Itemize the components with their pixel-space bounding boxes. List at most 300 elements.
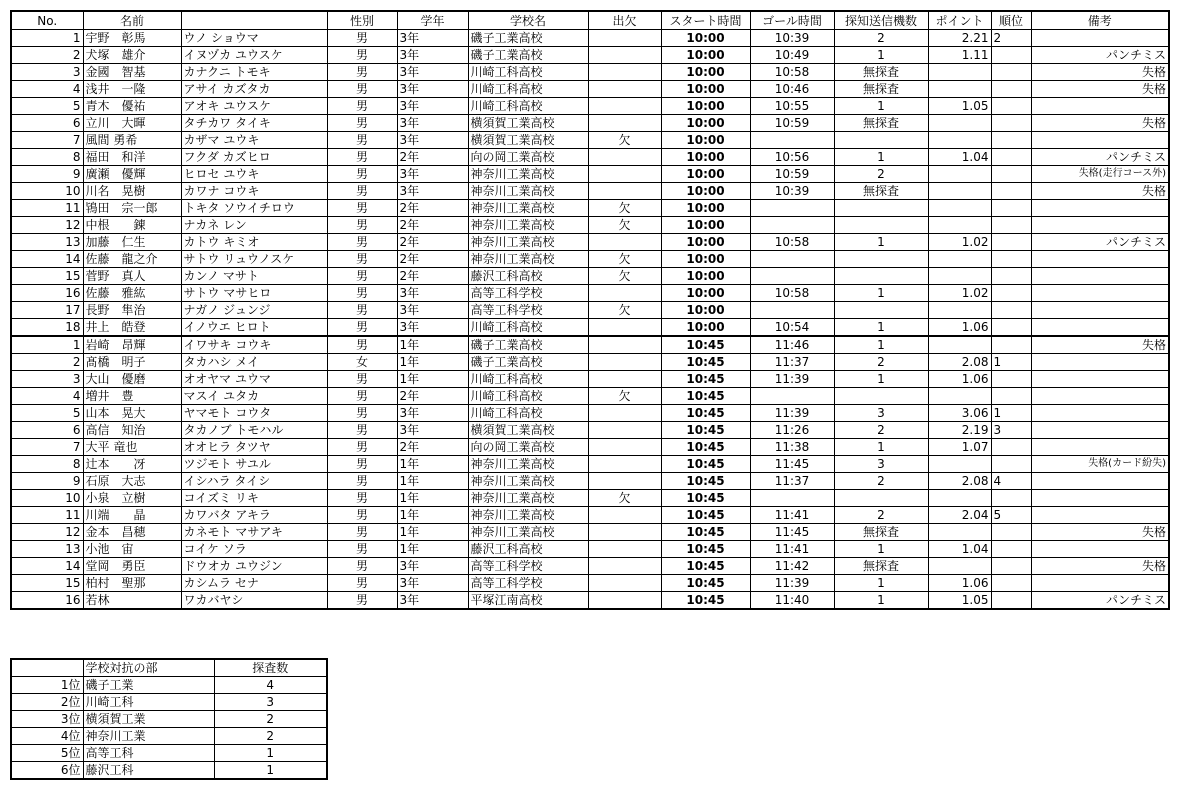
cell-start-time: 10:00 [661, 200, 750, 217]
cell-school: 高等工科学校 [468, 302, 588, 319]
cell-attendance [588, 183, 661, 200]
cell-school: 高等工科学校 [468, 285, 588, 302]
cell-attendance: 欠 [588, 132, 661, 149]
cell-name: 宇野 彰馬 [83, 30, 181, 47]
cell-points [928, 268, 991, 285]
cell-sex: 男 [327, 439, 397, 456]
cell-name: 佐藤 雅紘 [83, 285, 181, 302]
cell-points [928, 200, 991, 217]
cell-no: 11 [11, 200, 83, 217]
cell-start-time: 10:00 [661, 183, 750, 200]
cell-school: 高等工科学校 [468, 558, 588, 575]
cell-kana: カナクニ トモキ [181, 64, 327, 81]
cell-no: 15 [11, 268, 83, 285]
cell-goal-time: 11:26 [750, 422, 834, 439]
summary-count: 4 [214, 677, 327, 694]
cell-points: 1.02 [928, 234, 991, 251]
cell-school: 磯子工業高校 [468, 354, 588, 371]
cell-transmitters: 無探査 [834, 64, 928, 81]
cell-points [928, 217, 991, 234]
cell-kana: カワバタ アキラ [181, 507, 327, 524]
cell-kana: ツジモト サユル [181, 456, 327, 473]
cell-grade: 1年 [397, 371, 468, 388]
cell-grade: 3年 [397, 422, 468, 439]
cell-remarks: パンチミス [1031, 149, 1169, 166]
cell-rank [991, 490, 1031, 507]
table-row [11, 354, 1169, 371]
cell-goal-time: 10:55 [750, 98, 834, 115]
cell-start-time: 10:45 [661, 490, 750, 507]
cell-grade: 1年 [397, 473, 468, 490]
cell-sex: 男 [327, 200, 397, 217]
cell-name: 中根 錬 [83, 217, 181, 234]
cell-start-time: 10:00 [661, 149, 750, 166]
cell-transmitters: 1 [834, 149, 928, 166]
cell-remarks: パンチミス [1031, 234, 1169, 251]
cell-rank [991, 319, 1031, 337]
cell-rank: 2 [991, 30, 1031, 47]
table-row [11, 81, 1169, 98]
cell-transmitters [834, 200, 928, 217]
cell-sex: 男 [327, 319, 397, 337]
cell-attendance [588, 64, 661, 81]
cell-points [928, 558, 991, 575]
cell-attendance [588, 166, 661, 183]
cell-rank [991, 439, 1031, 456]
cell-goal-time: 10:59 [750, 166, 834, 183]
cell-start-time: 10:45 [661, 422, 750, 439]
cell-school: 神奈川工業高校 [468, 473, 588, 490]
cell-goal-time: 10:39 [750, 183, 834, 200]
cell-goal-time: 10:58 [750, 234, 834, 251]
cell-goal-time: 11:37 [750, 473, 834, 490]
cell-name: 大山 優磨 [83, 371, 181, 388]
cell-attendance: 欠 [588, 302, 661, 319]
cell-remarks [1031, 439, 1169, 456]
cell-sex: 男 [327, 456, 397, 473]
cell-name: 菅野 真人 [83, 268, 181, 285]
summary-rank: 1位 [11, 677, 83, 694]
cell-start-time: 10:00 [661, 47, 750, 64]
cell-name: 井上 皓登 [83, 319, 181, 337]
cell-no: 17 [11, 302, 83, 319]
cell-start-time: 10:45 [661, 473, 750, 490]
cell-points: 1.04 [928, 149, 991, 166]
cell-school: 神奈川工業高校 [468, 251, 588, 268]
summary-row [11, 745, 327, 762]
cell-transmitters: 1 [834, 592, 928, 610]
summary-school: 磯子工業 [83, 677, 214, 694]
cell-attendance [588, 336, 661, 354]
cell-goal-time: 11:46 [750, 336, 834, 354]
cell-start-time: 10:45 [661, 592, 750, 610]
cell-no: 8 [11, 456, 83, 473]
cell-school: 川崎工科高校 [468, 319, 588, 337]
cell-no: 16 [11, 285, 83, 302]
cell-attendance: 欠 [588, 388, 661, 405]
cell-transmitters: 2 [834, 30, 928, 47]
cell-points: 1.05 [928, 98, 991, 115]
table-row [11, 98, 1169, 115]
table-row [11, 47, 1169, 64]
cell-remarks: 失格 [1031, 558, 1169, 575]
cell-remarks [1031, 200, 1169, 217]
cell-points: 3.06 [928, 405, 991, 422]
cell-goal-time: 10:46 [750, 81, 834, 98]
cell-points [928, 166, 991, 183]
cell-sex: 男 [327, 558, 397, 575]
cell-attendance [588, 575, 661, 592]
cell-points: 1.06 [928, 371, 991, 388]
cell-rank [991, 371, 1031, 388]
cell-school: 磯子工業高校 [468, 47, 588, 64]
summary-header-row [11, 659, 327, 677]
summary-count: 2 [214, 728, 327, 745]
cell-kana: タチカワ タイキ [181, 115, 327, 132]
table-row [11, 439, 1169, 456]
cell-kana: ウノ ショウマ [181, 30, 327, 47]
header-rank: 順位 [991, 11, 1031, 30]
summary-school: 横須賀工業 [83, 711, 214, 728]
cell-start-time: 10:00 [661, 234, 750, 251]
cell-remarks [1031, 575, 1169, 592]
cell-sex: 男 [327, 490, 397, 507]
cell-attendance: 欠 [588, 251, 661, 268]
cell-rank [991, 302, 1031, 319]
cell-kana: オオヒラ タツヤ [181, 439, 327, 456]
cell-rank [991, 81, 1031, 98]
table-row [11, 422, 1169, 439]
cell-name: 立川 大暉 [83, 115, 181, 132]
cell-grade: 3年 [397, 319, 468, 337]
table-row [11, 302, 1169, 319]
cell-sex: 男 [327, 268, 397, 285]
cell-sex: 男 [327, 285, 397, 302]
cell-remarks: パンチミス [1031, 592, 1169, 610]
summary-count: 1 [214, 745, 327, 762]
cell-rank [991, 336, 1031, 354]
table-row [11, 371, 1169, 388]
table-row [11, 217, 1169, 234]
cell-goal-time: 11:41 [750, 541, 834, 558]
cell-sex: 男 [327, 183, 397, 200]
cell-sex: 男 [327, 115, 397, 132]
cell-goal-time [750, 217, 834, 234]
cell-transmitters: 2 [834, 473, 928, 490]
cell-name: 青木 優祐 [83, 98, 181, 115]
cell-no: 18 [11, 319, 83, 337]
cell-sex: 男 [327, 234, 397, 251]
cell-sex: 男 [327, 336, 397, 354]
table-row [11, 319, 1169, 337]
cell-transmitters: 2 [834, 354, 928, 371]
cell-rank [991, 592, 1031, 610]
cell-points: 1.06 [928, 319, 991, 337]
cell-points [928, 302, 991, 319]
cell-name: 岩崎 昂輝 [83, 336, 181, 354]
cell-transmitters [834, 490, 928, 507]
cell-no: 11 [11, 507, 83, 524]
cell-points [928, 388, 991, 405]
cell-grade: 3年 [397, 132, 468, 149]
cell-goal-time: 11:42 [750, 558, 834, 575]
cell-start-time: 10:45 [661, 456, 750, 473]
summary-row [11, 762, 327, 780]
cell-remarks: パンチミス [1031, 47, 1169, 64]
results-table [10, 10, 1170, 610]
cell-sex: 男 [327, 98, 397, 115]
cell-remarks: 失格 [1031, 336, 1169, 354]
summary-rank: 5位 [11, 745, 83, 762]
cell-rank: 4 [991, 473, 1031, 490]
cell-transmitters: 無探査 [834, 81, 928, 98]
cell-grade: 2年 [397, 439, 468, 456]
table-row [11, 490, 1169, 507]
cell-grade: 1年 [397, 354, 468, 371]
cell-rank [991, 541, 1031, 558]
cell-transmitters: 1 [834, 575, 928, 592]
table-row [11, 456, 1169, 473]
cell-no: 6 [11, 115, 83, 132]
cell-goal-time: 11:39 [750, 575, 834, 592]
cell-kana: ワカバヤシ [181, 592, 327, 610]
cell-sex: 男 [327, 422, 397, 439]
cell-remarks [1031, 98, 1169, 115]
cell-kana: トキタ ソウイチロウ [181, 200, 327, 217]
cell-transmitters: 1 [834, 234, 928, 251]
cell-start-time: 10:45 [661, 507, 750, 524]
cell-transmitters: 2 [834, 507, 928, 524]
cell-points [928, 336, 991, 354]
cell-attendance [588, 47, 661, 64]
cell-no: 5 [11, 98, 83, 115]
cell-transmitters [834, 268, 928, 285]
summary-rank: 2位 [11, 694, 83, 711]
cell-name: 川名 晃樹 [83, 183, 181, 200]
cell-remarks: 失格 [1031, 64, 1169, 81]
cell-start-time: 10:45 [661, 541, 750, 558]
cell-transmitters: 3 [834, 456, 928, 473]
cell-sex: 男 [327, 166, 397, 183]
school-ranking-table [10, 658, 328, 780]
cell-goal-time [750, 251, 834, 268]
cell-no: 4 [11, 81, 83, 98]
cell-grade: 3年 [397, 405, 468, 422]
cell-school: 神奈川工業高校 [468, 524, 588, 541]
cell-remarks [1031, 285, 1169, 302]
cell-attendance [588, 473, 661, 490]
table-row [11, 132, 1169, 149]
cell-no: 7 [11, 132, 83, 149]
cell-points [928, 490, 991, 507]
cell-attendance: 欠 [588, 268, 661, 285]
cell-rank [991, 98, 1031, 115]
cell-no: 13 [11, 234, 83, 251]
table-row [11, 30, 1169, 47]
cell-name: 佐藤 龍之介 [83, 251, 181, 268]
cell-rank [991, 183, 1031, 200]
cell-no: 3 [11, 64, 83, 81]
cell-grade: 3年 [397, 166, 468, 183]
cell-sex: 男 [327, 592, 397, 610]
table-row [11, 541, 1169, 558]
cell-name: 福田 和洋 [83, 149, 181, 166]
cell-start-time: 10:00 [661, 319, 750, 337]
cell-start-time: 10:00 [661, 81, 750, 98]
cell-remarks [1031, 422, 1169, 439]
cell-points [928, 64, 991, 81]
cell-transmitters: 1 [834, 336, 928, 354]
cell-school: 川崎工科高校 [468, 388, 588, 405]
cell-school: 神奈川工業高校 [468, 166, 588, 183]
cell-goal-time: 10:58 [750, 64, 834, 81]
cell-attendance [588, 524, 661, 541]
cell-transmitters: 1 [834, 285, 928, 302]
cell-kana: サトウ リュウノスケ [181, 251, 327, 268]
cell-no: 12 [11, 524, 83, 541]
header-row [11, 11, 1169, 30]
cell-no: 2 [11, 354, 83, 371]
cell-grade: 3年 [397, 30, 468, 47]
cell-attendance: 欠 [588, 200, 661, 217]
cell-points [928, 132, 991, 149]
cell-rank [991, 575, 1031, 592]
cell-points [928, 251, 991, 268]
cell-transmitters: 無探査 [834, 558, 928, 575]
cell-grade: 3年 [397, 115, 468, 132]
cell-goal-time: 10:58 [750, 285, 834, 302]
cell-kana: カトウ キミオ [181, 234, 327, 251]
cell-no: 15 [11, 575, 83, 592]
table-row [11, 285, 1169, 302]
cell-rank: 1 [991, 405, 1031, 422]
cell-kana: コイケ ソラ [181, 541, 327, 558]
cell-remarks [1031, 354, 1169, 371]
cell-transmitters [834, 132, 928, 149]
cell-attendance [588, 439, 661, 456]
table-row [11, 388, 1169, 405]
summary-row [11, 711, 327, 728]
cell-attendance [588, 405, 661, 422]
cell-attendance [588, 115, 661, 132]
cell-rank [991, 115, 1031, 132]
table-row [11, 64, 1169, 81]
cell-remarks: 失格 [1031, 115, 1169, 132]
cell-school: 神奈川工業高校 [468, 490, 588, 507]
header-grade: 学年 [397, 11, 468, 30]
cell-kana: ドウオカ ユウジン [181, 558, 327, 575]
header-goal-time: ゴール時間 [750, 11, 834, 30]
cell-kana: タカハシ メイ [181, 354, 327, 371]
cell-rank [991, 234, 1031, 251]
cell-attendance: 欠 [588, 217, 661, 234]
cell-remarks [1031, 490, 1169, 507]
table-row [11, 558, 1169, 575]
cell-remarks: 失格(走行コース外) [1031, 166, 1169, 183]
cell-rank [991, 64, 1031, 81]
cell-remarks: 失格 [1031, 524, 1169, 541]
cell-start-time: 10:00 [661, 285, 750, 302]
cell-goal-time: 11:37 [750, 354, 834, 371]
cell-sex: 男 [327, 302, 397, 319]
cell-school: 横須賀工業高校 [468, 115, 588, 132]
summary-row [11, 728, 327, 745]
cell-start-time: 10:00 [661, 302, 750, 319]
cell-transmitters: 1 [834, 319, 928, 337]
header-no: No. [11, 11, 83, 30]
cell-sex: 男 [327, 575, 397, 592]
cell-goal-time: 10:39 [750, 30, 834, 47]
cell-grade: 3年 [397, 98, 468, 115]
table-row [11, 251, 1169, 268]
cell-name: 山本 晃大 [83, 405, 181, 422]
cell-attendance [588, 285, 661, 302]
cell-transmitters: 1 [834, 439, 928, 456]
cell-start-time: 10:45 [661, 558, 750, 575]
cell-kana: カザマ ユウキ [181, 132, 327, 149]
cell-grade: 2年 [397, 268, 468, 285]
cell-rank [991, 251, 1031, 268]
cell-grade: 3年 [397, 81, 468, 98]
cell-rank [991, 524, 1031, 541]
cell-attendance [588, 507, 661, 524]
cell-start-time: 10:00 [661, 132, 750, 149]
summary-rank: 4位 [11, 728, 83, 745]
cell-start-time: 10:00 [661, 30, 750, 47]
cell-kana: イシハラ タイシ [181, 473, 327, 490]
cell-sex: 男 [327, 541, 397, 558]
summary-header-count: 探査数 [214, 659, 327, 677]
cell-remarks [1031, 388, 1169, 405]
cell-goal-time [750, 388, 834, 405]
cell-school: 磯子工業高校 [468, 336, 588, 354]
cell-grade: 3年 [397, 64, 468, 81]
cell-name: 廣瀬 優輝 [83, 166, 181, 183]
cell-goal-time: 10:56 [750, 149, 834, 166]
table-row [11, 524, 1169, 541]
summary-header-school: 学校対抗の部 [83, 659, 214, 677]
cell-remarks [1031, 405, 1169, 422]
cell-transmitters: 無探査 [834, 524, 928, 541]
table-row [11, 575, 1169, 592]
cell-school: 藤沢工科高校 [468, 541, 588, 558]
cell-name: 石原 大志 [83, 473, 181, 490]
cell-no: 9 [11, 166, 83, 183]
cell-school: 神奈川工業高校 [468, 234, 588, 251]
cell-attendance [588, 592, 661, 610]
cell-name: 金本 昌穂 [83, 524, 181, 541]
cell-points: 1.02 [928, 285, 991, 302]
cell-transmitters: 1 [834, 371, 928, 388]
cell-kana: フクダ カズヒロ [181, 149, 327, 166]
cell-school: 神奈川工業高校 [468, 456, 588, 473]
cell-grade: 2年 [397, 388, 468, 405]
cell-rank [991, 456, 1031, 473]
cell-sex: 男 [327, 507, 397, 524]
cell-no: 1 [11, 336, 83, 354]
cell-name: 川端 晶 [83, 507, 181, 524]
cell-name: 柏村 聖那 [83, 575, 181, 592]
cell-points: 1.06 [928, 575, 991, 592]
table-row [11, 473, 1169, 490]
cell-name: 浅井 一隆 [83, 81, 181, 98]
cell-points: 1.05 [928, 592, 991, 610]
cell-sex: 男 [327, 524, 397, 541]
cell-no: 2 [11, 47, 83, 64]
cell-name: 小泉 立樹 [83, 490, 181, 507]
summary-row [11, 677, 327, 694]
cell-goal-time [750, 302, 834, 319]
